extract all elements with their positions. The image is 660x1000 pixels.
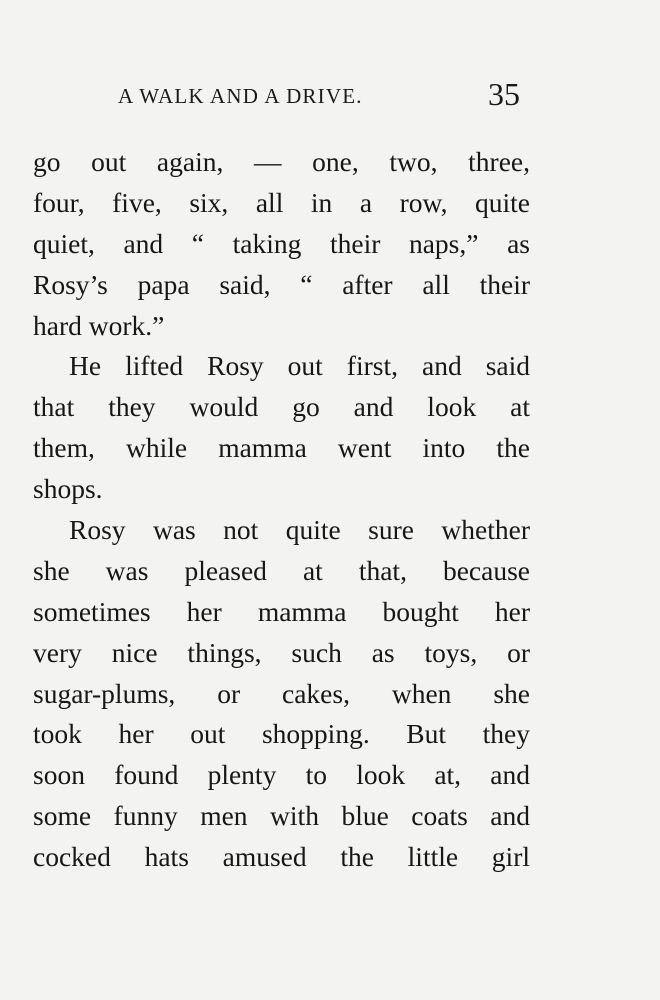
text-line: four, five, six, all in a row, quite	[33, 186, 530, 218]
page-number: 35	[488, 76, 520, 112]
text-line: she was pleased at that, because	[33, 554, 530, 586]
text-line: quiet, and “ taking their naps,” as	[33, 227, 530, 259]
text-line: go out again, — one, two, three,	[33, 146, 530, 177]
text-line: sometimes her mamma bought her	[33, 595, 530, 627]
text-line: Rosy’s papa said, “ after all their	[33, 268, 530, 300]
text-line: took her out shopping. But they	[33, 718, 530, 750]
text-line: some funny men with blue coats and	[33, 800, 530, 832]
text-line: sugar-plums, or cakes, when she	[33, 677, 530, 709]
text-line: cocked hats amused the little girl	[33, 841, 530, 873]
text-line: very nice things, such as toys, or	[33, 636, 530, 668]
body-text	[33, 142, 530, 878]
paragraph-first-line: He lifted Rosy out first, and said	[69, 350, 530, 382]
text-line: them, while mamma went into the	[33, 432, 530, 464]
text-line: shops.	[33, 473, 103, 505]
text-line: hard work.”	[33, 309, 165, 341]
paragraph-first-line: Rosy was not quite sure whether	[69, 514, 530, 546]
running-title: A WALK AND A DRIVE.	[118, 84, 363, 108]
text-line: soon found plenty to look at, and	[33, 759, 530, 791]
running-head	[0, 78, 660, 112]
text-line: that they would go and look at	[33, 391, 530, 423]
